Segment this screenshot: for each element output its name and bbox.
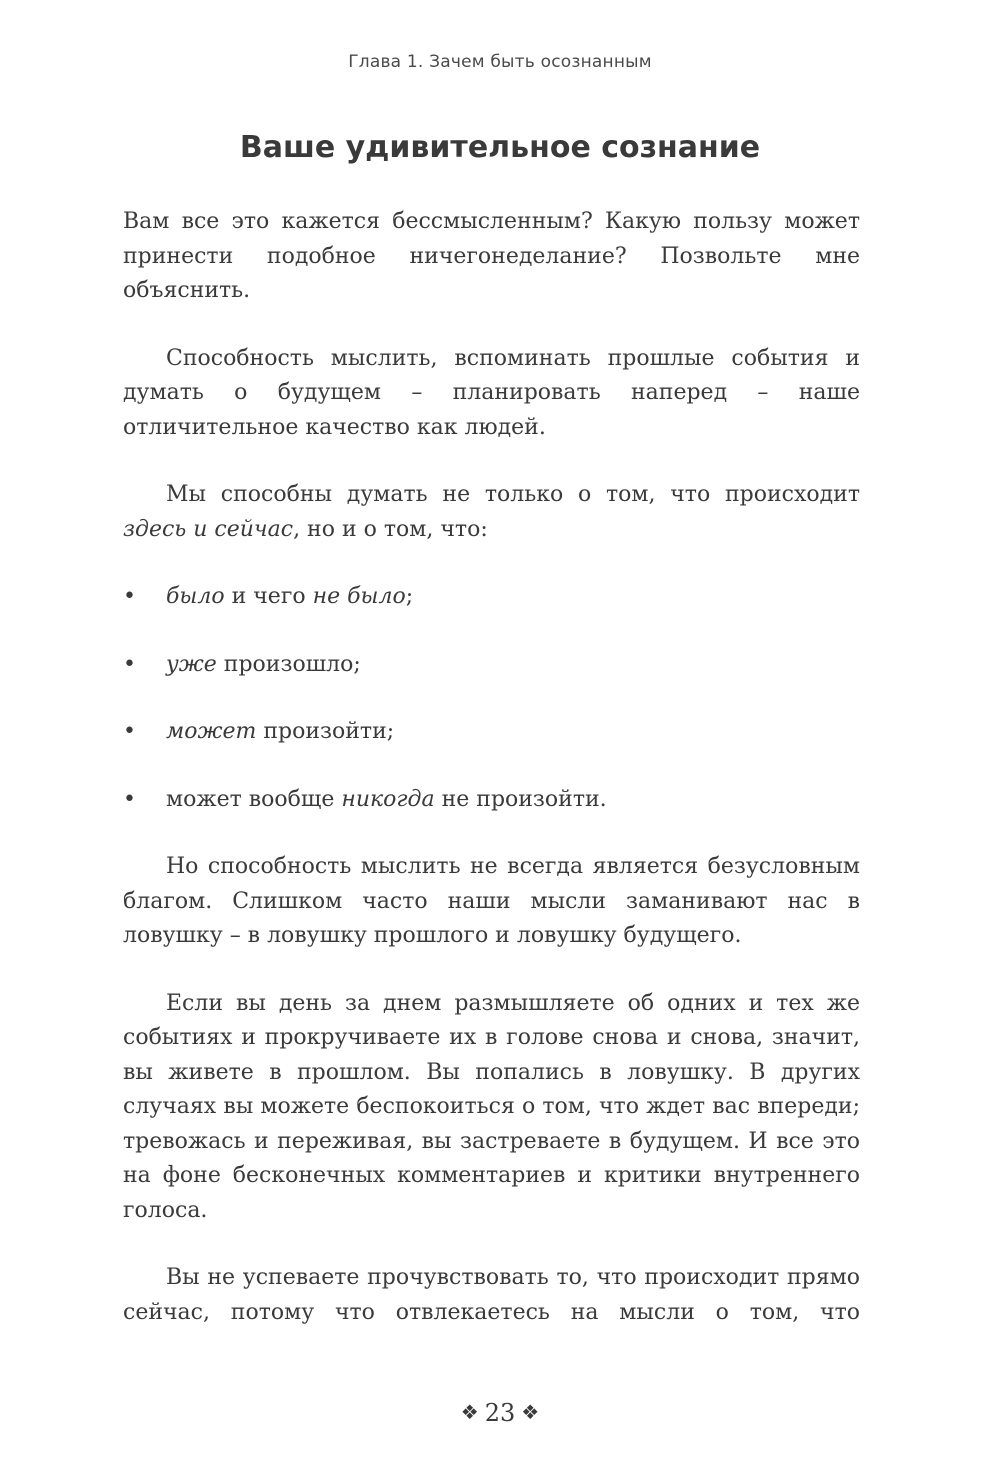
list-item-italic: не было bbox=[312, 584, 406, 609]
bullet-list bbox=[123, 580, 860, 817]
ornament-right-icon: ❖ bbox=[521, 1400, 540, 1424]
paragraph-3-italic: здесь и сейчас bbox=[123, 516, 294, 542]
list-item bbox=[123, 783, 860, 818]
ornament-left-icon: ❖ bbox=[460, 1400, 479, 1424]
list-item-italic: никогда bbox=[341, 786, 435, 812]
section-title: Ваше удивительное сознание bbox=[239, 130, 761, 165]
list-item-italic: было bbox=[166, 584, 225, 609]
paragraph-3-text-start: Мы способны думать не только о том, что происходит bbox=[166, 482, 860, 507]
paragraph-1: Вам все это кажется бессмысленным? Какую пользу может принести подобное ничегонеделание? Позвольте мне объяснить. bbox=[123, 209, 860, 303]
bullet-icon: • bbox=[123, 584, 136, 609]
paragraph-3 bbox=[123, 478, 860, 547]
body-text bbox=[123, 205, 860, 1363]
bullet-icon: • bbox=[123, 651, 136, 677]
list-item-italic: может bbox=[166, 719, 257, 744]
bullet-icon: • bbox=[123, 719, 136, 744]
list-item-italic: уже bbox=[166, 651, 217, 677]
list-item-text: и чего bbox=[224, 584, 313, 609]
list-item-text: может вообще bbox=[166, 786, 342, 812]
bullet-icon: • bbox=[123, 786, 136, 812]
list-item-text: не произойти. bbox=[434, 786, 607, 812]
running-head: Глава 1. Зачем быть осознанным bbox=[348, 52, 652, 72]
paragraph-2: Способность мыслить, вспоминать прошлые события и думать о будущем – планировать наперед – наше отличительное качество как людей. bbox=[123, 345, 860, 440]
paragraph-5: Если вы день за днем размышляете об одних и тех же событиях и прокручиваете их в голове снова и снова, значит, вы живете в прошлом. Вы попались в ловушку. В других случаях вы можете беспокоиться о том, что ждет вас впереди; тревожась и переживая, вы застреваете в будущем. И все это на фоне бесконечных комментариев и критики внутреннего голоса. bbox=[123, 990, 860, 1223]
list-item bbox=[123, 715, 860, 750]
paragraph-4: Но способность мыслить не всегда является безусловным благом. Слишком часто наши мысли заманивают нас в ловушку – в ловушку прошлого и ловушку будущего. bbox=[123, 854, 860, 948]
list-item-text: ; bbox=[405, 584, 414, 609]
list-item bbox=[123, 648, 860, 683]
list-item-text: произойти; bbox=[256, 719, 395, 744]
list-item bbox=[123, 580, 860, 615]
page-number: 23 bbox=[484, 1399, 516, 1427]
paragraph-6: Вы не успеваете прочувствовать то, что происходит прямо сейчас, потому что отвлекаетесь на мысли о том, что bbox=[123, 1265, 860, 1325]
page-footer bbox=[0, 1399, 1000, 1427]
paragraph-3-text-end: , но и о том, что: bbox=[293, 516, 488, 542]
list-item-text: произошло; bbox=[216, 651, 361, 677]
